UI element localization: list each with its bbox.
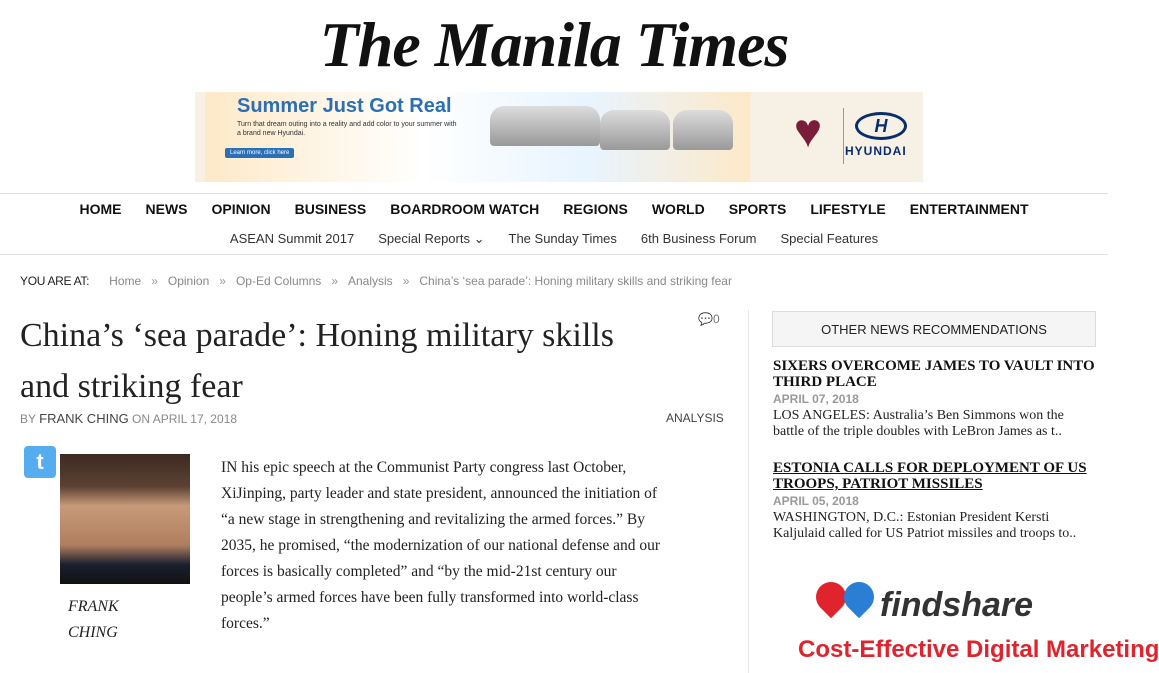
comment-icon: 💬 [698, 312, 713, 326]
divider [0, 254, 1108, 255]
nav-item-regions[interactable]: REGIONS [563, 201, 628, 217]
sidebar-news-title[interactable]: SIXERS OVERCOME JAMES TO VAULT INTO THIRD PLACE [773, 358, 1095, 390]
map-pin-icon [838, 576, 880, 618]
banner-learn-more-button[interactable]: Learn more, click here [225, 148, 294, 158]
brand-name: HYUNDAI [845, 144, 907, 158]
site-logo[interactable]: The Manila Times [319, 9, 789, 80]
breadcrumb-home[interactable]: Home [109, 274, 142, 288]
nav-item-news[interactable]: NEWS [145, 201, 188, 217]
nav-item-opinion[interactable]: OPINION [211, 201, 271, 217]
findshare-ad[interactable] [798, 580, 1159, 673]
chevron-down-icon: ⌄ [473, 231, 485, 246]
photo-caption: FRANK CHING [68, 598, 119, 641]
twitter-icon[interactable]: t [24, 446, 56, 478]
subnav-item-sunday-times[interactable]: The Sunday Times [508, 231, 617, 246]
byline [20, 411, 237, 426]
subnav-item-asean-summit[interactable]: ASEAN Summit 2017 [229, 231, 355, 246]
car-image [600, 110, 670, 150]
nav-item-sports[interactable]: SPORTS [728, 201, 787, 217]
author-link[interactable]: FRANK CHING [39, 411, 129, 426]
byline-by: BY [20, 412, 36, 426]
nav-item-world[interactable]: WORLD [651, 201, 705, 217]
sidebar-news-date: APRIL 07, 2018 [773, 392, 859, 406]
breadcrumb-label: YOU ARE AT: [20, 274, 90, 288]
sidebar-news-item [773, 358, 1098, 440]
divider [0, 193, 1108, 194]
byline-on: ON [132, 412, 151, 426]
divider [748, 310, 749, 673]
masthead [0, 0, 1108, 92]
author-photo [60, 454, 190, 584]
hyundai-logo-icon: H [855, 112, 907, 140]
sidebar-news-date: APRIL 05, 2018 [773, 494, 859, 508]
article-title: China’s ‘sea parade’: Honing military skills and striking fear [20, 317, 614, 405]
nav-item-boardroom-watch[interactable]: BOARDROOM WATCH [390, 201, 540, 217]
banner-headline: Summer Just Got Real [237, 95, 452, 117]
breadcrumb-separator-icon: » [151, 274, 158, 288]
breadcrumb-analysis[interactable]: Analysis [348, 274, 393, 288]
sub-nav [0, 229, 1108, 249]
banner-ad[interactable] [195, 92, 923, 182]
sidebar-news-excerpt: WASHINGTON, D.C.: Estonian President Kersti Kaljulaid called for US Patriot missiles and troops to.. [773, 510, 1077, 541]
sidebar-news-title[interactable]: ESTONIA CALLS FOR DEPLOYMENT OF US TROOPS, PATRIOT MISSILES [773, 460, 1087, 492]
sidebar-news-item [773, 460, 1098, 542]
sidebar-heading: OTHER NEWS RECOMMENDATIONS [772, 311, 1096, 347]
nav-item-home[interactable]: HOME [79, 201, 122, 217]
car-image [490, 106, 600, 146]
divider [843, 108, 844, 164]
publish-date: APRIL 17, 2018 [152, 412, 237, 426]
nav-item-business[interactable]: BUSINESS [294, 201, 367, 217]
comment-number: 0 [712, 312, 720, 326]
article-body: IN his epic speech at the Communist Party congress last October, XiJinping, party leader and state president, announced the initiation of “a new stage in strengthening and revitalizing the armed forces.” By 2035, he promised, “the modernization of our national defense and our forces is basically completed” and “by the mid-21st century our people’s armed forces have been fully transformed into world-class forces.” [221, 459, 661, 632]
sidebar-news-excerpt: LOS ANGELES: Australia’s Ben Simmons won the battle of the triple doubles with LeBron James as t.. [773, 408, 1064, 439]
subnav-item-special-features[interactable]: Special Features [780, 231, 879, 246]
breadcrumb-separator-icon: » [219, 274, 226, 288]
breadcrumb-opinion[interactable]: Opinion [167, 274, 210, 288]
breadcrumb-separator-icon: » [331, 274, 338, 288]
category-link[interactable]: ANALYSIS [666, 411, 724, 425]
subnav-item-business-forum[interactable]: 6th Business Forum [640, 231, 757, 246]
breadcrumb-op-ed[interactable]: Op-Ed Columns [235, 274, 322, 288]
breadcrumb [20, 274, 732, 288]
breadcrumb-current: China’s ‘sea parade’: Honing military skills and striking fear [419, 274, 732, 288]
heart-icon: ♥ [793, 105, 823, 158]
comment-count[interactable] [698, 312, 720, 326]
breadcrumb-separator-icon: » [402, 274, 410, 288]
nav-item-entertainment[interactable]: ENTERTAINMENT [909, 201, 1029, 217]
ad-tagline: Cost-Effective Digital Marketing [798, 636, 1159, 663]
ad-logo: findshare [880, 586, 1034, 624]
car-image [673, 110, 733, 150]
banner-subtext: Turn that dream outing into a reality and add color to your summer with a brand new Hyundai. [237, 121, 457, 137]
subnav-label: Special Reports [378, 231, 470, 246]
nav-item-lifestyle[interactable]: LIFESTYLE [810, 201, 886, 217]
subnav-item-special-reports[interactable] [366, 229, 496, 249]
main-nav [0, 199, 1108, 221]
